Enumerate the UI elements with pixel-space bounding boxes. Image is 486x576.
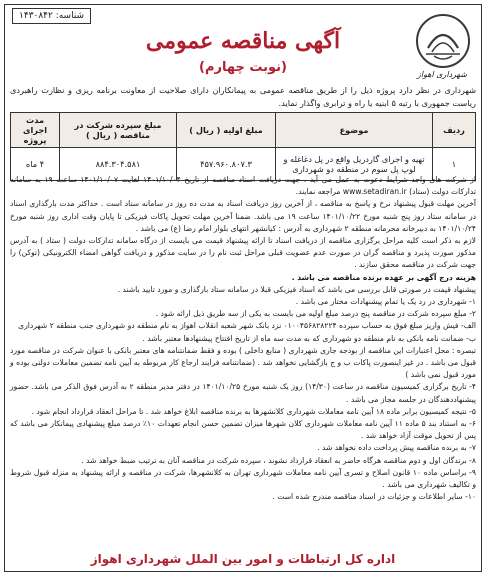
paragraph: ۱- شهرداری در رد یک یا تمام پیشنهادات مختار می باشد . [295,297,476,307]
paragraph: ۸- برندگان اول و دوم مناقصه هرگاه حاضر به انعقاد قرارداد نشوند ، سپرده شرکت در مناقصه آنان به ترتیب ضبط خواهد شد . [81,455,476,465]
ahvaz-municipality-logo-icon [414,12,472,70]
column-header: مبلغ اولیه ( ریال ) [177,113,276,148]
ad-number: شناسه: ۱۴۳۰۸۴۲ [12,8,91,24]
cell-subject: تهیه و اجرای گاردریل واقع در پل دغاغله و لوپ پل سوم در منطقه دو شهرداری [276,148,433,181]
intro-text: شهرداری در نظر دارد پروژه ذیل را از طریق مناقصه عمومی به پیمانکاران دارای صلاحیت از معاونت برنامه ریزی و نظارت راهبردی ریاست جمهوری با رتبه ۵ ابنیه یا راه و ترابری واگذار نماید. [10,85,476,108]
paragraph: ۱۰- سایر اطلاعات و جزئیات در اسناد مناقصه مندرج شده است . [272,492,476,502]
paragraph: لازم به ذکر است کلیه مراحل برگزاری مناقصه از دریافت اسناد تا ارائه پیشنهاد قیمت می بایست از درگاه سامانه تدارکات دولت ( ستاد ) به آدرس مذکور صورت پذیرد و مناقصه گران در صورت عدم عضویت قبلی مراحل ثبت نام را در سایت مذکور و دریافت گواهی امضاء الکترونیکی (توکن) را جهت شرکت در مناقصه محقق سازند . [10,236,476,270]
cell-row-number: ۱ [433,148,476,181]
paragraph: ۷- به برنده مناقصه پیش پرداخت داده نخواهد شد . [317,443,476,453]
paragraph: هزینه درج آگهی بر عهده برنده مناقصه می باشد . [291,272,476,282]
column-header: ردیف [433,113,476,148]
logo-caption: شهرداری اهواز [417,70,467,79]
table-header-row [11,113,476,148]
ad-footer: اداره کل ارتباطات و امور بین الملل شهرداری اهواز [90,552,396,566]
paragraph: پیشنهاد قیمت در صورتی قابل بررسی می باشد که اسناد فیزیکی قبلا در سامانه ستاد بارگذاری و مورد تایید باشند . [117,284,476,294]
ad-title: آگهی مناقصه عمومی [145,28,341,54]
paragraph: ۴- تاریخ برگزاری کمیسیون مناقصه در ساعت (۱۴/۳۰) روز یک شنبه مورخ ۱۴۰۱/۱۰/۲۵ در دفتر مدیر منطقه ۲ به آدرس فوق الذکر می باشد. حضور پیشنهاددهندگان در جلسه مجاز می باشد . [10,382,476,404]
column-header: مدت اجرای پروژه [11,113,60,148]
cell-initial-amount: ۴۵۷.۹۶۰.۸۰۷.۳ [177,148,276,181]
cell-deposit-amount: ۸۸۴.۳۰۴.۵۸۱ [60,148,177,181]
paragraph: ۹- براساس ماده ۱۰ قانون اصلاح و تسری آیین نامه معاملات شهرداری تهران به کلانشهرها، شرکت در مناقصه و ارائه پیشنهاد به منزله قبول شروط و تکالیف شهرداری می باشد . [10,467,476,490]
paragraph: ۵- نتیجه کمیسیون برابر ماده ۱۸ آیین نامه معاملات شهرداری کلانشهرها به برنده مناقصه ابلاغ خواهد شد . تا مراحل انعقاد قرارداد انجام شود . [31,406,476,416]
cell-duration: ۴ ماه [11,148,60,181]
paragraph: ۲- مبلغ سپرده شرکت در مناقصه پنج درصد مبلغ اولیه می بایست به یکی از سه طریق ذیل ارائه شود . [155,309,476,319]
paragraph: ۶- به استناد بند ۵ ماده ۱۱ آیین نامه معاملات شهرداری کلان شهرها میزان تضمین حسن انجام تعهدات ۱۰٪ درصد مبلغ پیشنهادی پیمانکار می باشد که پس از تحویل موقت آزاد خواهد شد . [10,419,476,441]
column-header: موضوع [276,113,433,148]
paragraph: ب- ضمانت نامه بانکی به نام منطقه دو شهرداری که به مدت سه ماه از تاریخ افتتاح پیشنهادها معتبر باشد . [142,333,476,343]
ad-subtitle: (نوبت چهارم) [199,60,287,75]
paragraph: آخرین مهلت قبول پیشنهاد نرخ و پاسخ به مناقصه ، از آخرین روز دریافت اسناد به مدت ده روز در سامانه ستاد است . حداکثر مدت بارگذاری اسناد در سامانه ستاد روز پنج شنبه مورخ ۱۴۰۱/۱۰/۲۲ ساعت ۱۹ می باشد. ضمنا آخرین مهلت تحویل پاکات فیزیکی تا پایان وقت اداری روز شنبه مورخ ۱۴۰۱/۱۰/۲۴ به دبیرخانه محرمانه منطقه ۲ شهرداری به آدرس : کیانشهر انتهای بلوار امام رضا (ع) می باشد . [10,199,476,233]
ad-body [10,174,476,503]
column-header: مبلغ سپرده شرکت در مناقصه ( ریال ) [60,113,177,148]
paragraph: از شرکت های واجد شرایط دعوت به عمل می آید ، جهت دریافت اسناد مناقصه از تاریخ ۱۴۰۱/۱۰/۰۴ لغایت ۱۴۰۱/۱۰/۰۷ ساعت ۱۹ به سامانه تدارکات دولت (ستاد) www.setadiran.ir مراجعه نمایند. [10,175,476,197]
paragraph: تبصره : محل اعتبارات این مناقصه از بودجه جاری شهرداری ( منابع داخلی ) بوده و فقط ضمانتنامه های معتبر بانکی با عنوان شرکت در مناقصه مورد قبول می باشد . در غیر اینصورت پاکات ب و ج بازگشایی نخواهد شد . (ضمانتنامه فرایند ارجاع کار مربوطه به آیین نامه تضمین معاملات دولتی بوده و مورد قبول نمی باشد ) [10,345,476,380]
tender-table [10,112,476,181]
paragraph: الف- فیش واریز مبلغ فوق به حساب سپرده ۰۱۰۰۴۵۶۸۲۸۲۲۴ نزد بانک شهر شعبه انقلاب اهواز به نام منطقه دو شهرداری جنب منطقه ۲ شهرداری [18,321,476,331]
